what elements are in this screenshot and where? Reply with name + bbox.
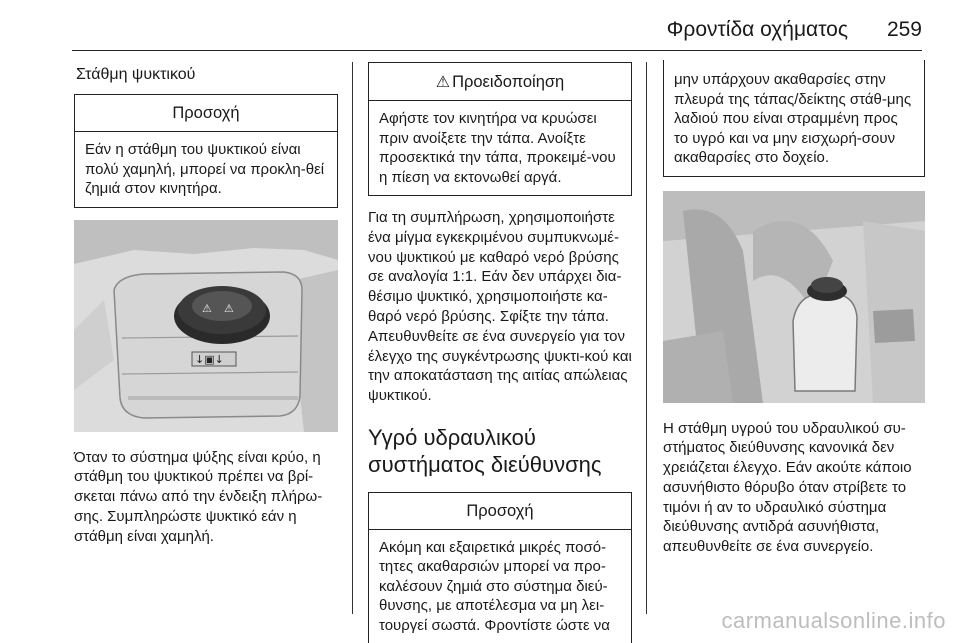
caution-box-body: Εάν η στάθμη του ψυκτικού είναι πολύ χαμηλή, μπορεί να προκλη-θεί ζημιά στον κινητήρα. (85, 141, 325, 197)
header-divider (72, 50, 922, 51)
section-heading-steering-fluid: Υγρό υδραυλικού συστήματος διεύθυνσης (368, 424, 602, 477)
coolant-reservoir-photo-icon (74, 220, 338, 432)
watermark: carmanualsonline.info (721, 608, 946, 633)
column-1 (74, 62, 338, 546)
caution-box-title: Προσοχή (75, 95, 337, 132)
caution-box-steering (368, 492, 632, 643)
warning-box-title-row (369, 63, 631, 101)
caution-box-continuation (663, 60, 925, 177)
caution-box-body: Ακόμη και εξαιρετικά μικρές ποσό-τητες ακαθαρσιών μπορεί να προ-καλέσουν ζημιά στο σύστημα διεύ-θυνσης, με αποτέλεσμα να μη λει-τουργεί σωστά. Φροντίστε ώστε να (379, 538, 610, 634)
svg-text:↓▣↓: ↓▣↓ (195, 352, 224, 366)
column-divider-right (646, 62, 647, 614)
column-2 (368, 62, 632, 643)
caution-box-continuation-body: μην υπάρχουν ακαθαρσίες στην πλευρά της τάπας/δείκτης στάθ-μης λαδιού που είναι στραμμένη προς το υγρό και να μην εισχωρή-σουν ακαθαρσίες στο δοχείο. (674, 71, 912, 166)
column-divider-left (352, 62, 353, 614)
column-3 (663, 62, 925, 557)
caution-box-title: Προσοχή (369, 493, 631, 530)
warning-box-body: Αφήστε τον κινητήρα να κρυώσει πριν ανοίξετε την τάπα. Ανοίξτε προσεκτικά την τάπα, προκειμέ-νου η πίεση να εκτονωθεί αργά. (379, 110, 616, 186)
section-title-coolant: Στάθμη ψυκτικού (76, 66, 196, 83)
page-number: 259 (886, 18, 922, 41)
caution-box-coolant (74, 94, 338, 208)
warning-triangle-icon: ⚠ (435, 74, 451, 91)
refill-paragraph: Για τη συμπλήρωση, χρησιμοποιήστε ένα μίγμα εγκεκριμένου συμπυκνωμέ-νου ψυκτικού με καθαρό νερό βρύσης σε αναλογία 1:1. Εάν δεν υπάρχει δια-θέσιμο ψυκτικό, χρησιμοποιήστε κα-θαρό νερό βρύσης. Σφίξτε την τάπα. Απευθυνθείτε σε ένα συνεργείο για τον έλεγχο της συγκέντρωσης ψυκτι-κού και την αποκατάσταση της αιτίας απώλειας ψυκτικού. (368, 209, 632, 405)
coolant-paragraph: Όταν το σύστημα ψύξης είναι κρύο, η στάθμη του ψυκτικού πρέπει να βρί-σκεται πάνω από την ένδειξη πλήρω-σης. Συμπληρώστε ψυκτικό εάν η στάθμη είναι χαμηλή. (74, 448, 323, 545)
svg-text:⚠: ⚠ (202, 301, 212, 315)
steering-fluid-paragraph: Η στάθμη υγρού του υδραυλικού συ-στήματος διεύθυνσης κανονικά δεν χρειάζεται έλεγχο. Εάν ακούτε κάποιο ασυνήθιστο θόρυβο όταν στρίβετε το τιμόνι ή αν το υδραυλικό σύστημα διεύθυνσης αντιδρά ασυνήθιστα, απευθυνθείτε σε ένα συνεργείο. (663, 419, 912, 556)
warning-box-title: Προειδοποίηση (452, 73, 565, 91)
warning-box (368, 62, 632, 196)
page-header-title: Φροντίδα οχήματος (666, 18, 848, 41)
steering-fluid-reservoir-photo-icon (663, 191, 925, 403)
svg-text:⚠: ⚠ (224, 301, 234, 315)
